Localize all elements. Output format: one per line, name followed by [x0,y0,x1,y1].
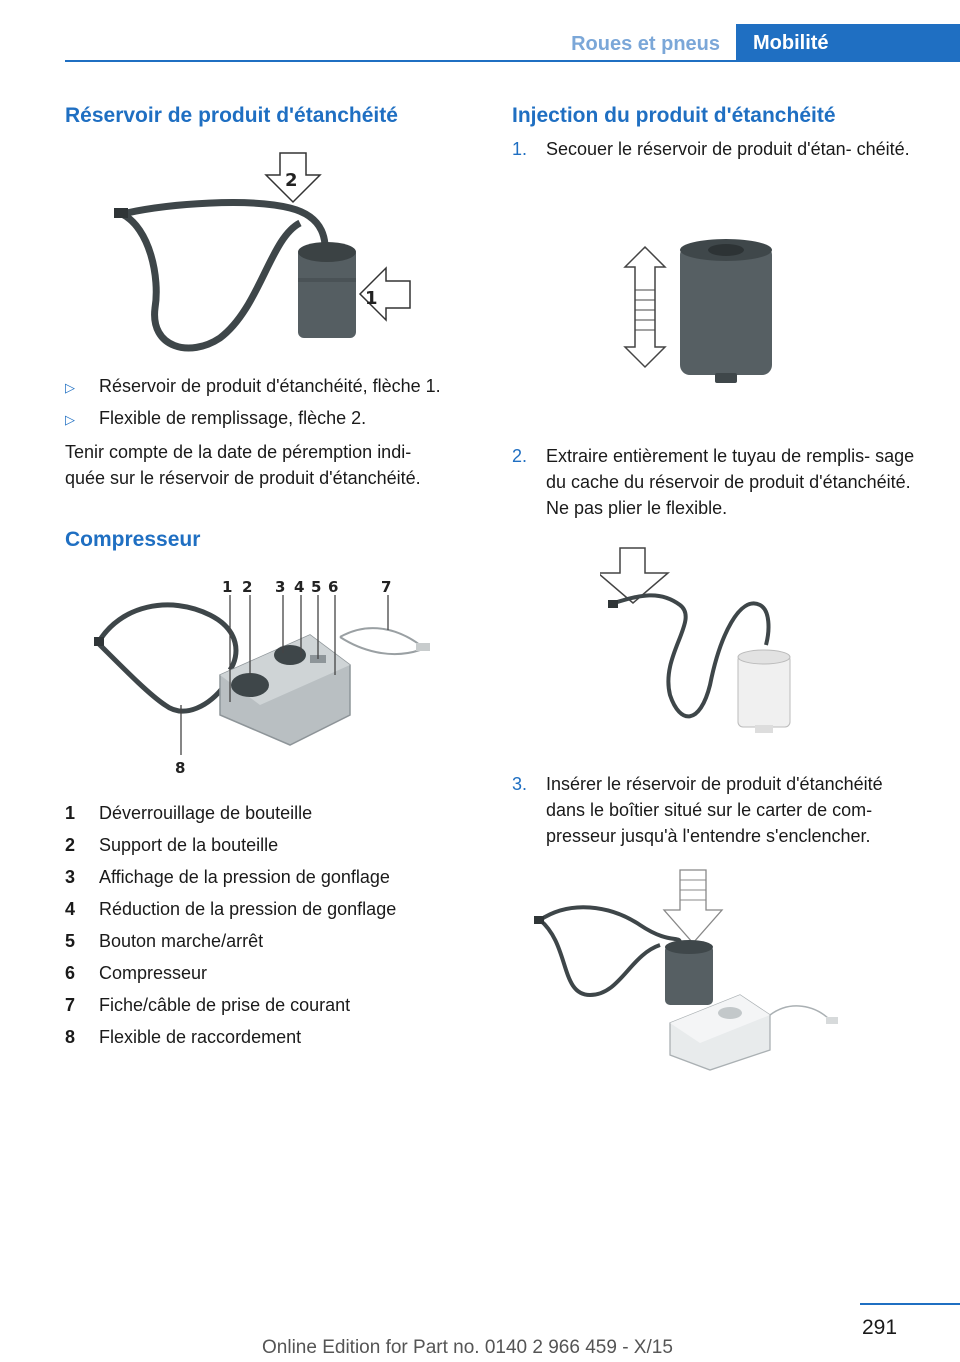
triangle-bullet-icon: ▷ [65,412,75,427]
header-chapter-tab: Mobilité [736,24,960,62]
legend-number: 3 [65,867,76,887]
legend-number: 2 [65,835,76,855]
bullet-text: Réservoir de produit d'étanchéité, flèche 1. [99,376,441,396]
figure-insert-reservoir [530,865,850,1080]
legend-label: Compresseur [99,963,208,983]
legend-label: Bouton marche/arrêt [99,931,264,951]
legend-number: 6 [65,963,76,983]
step-text: Extraire entièrement le tuyau de remplis‑ sage du cache du réservoir de produit d'étanchéité. Ne pas plier le flexible. [546,446,915,518]
step-text: Secouer le réservoir de produit d'étan‑ chéité. [546,139,910,159]
bullet-text: Flexible de remplissage, flèche 2. [99,408,367,428]
bullet-item [65,405,485,433]
page-number: 291 [862,1316,898,1339]
figure2-callout-8: 8 [175,759,186,777]
figure-shake-reservoir [615,235,785,385]
heading-sealant-reservoir: Réservoir de produit d'étanchéité [65,104,398,127]
legend-label: Support de la bouteille [99,835,279,855]
legend-label: Fiche/câble de prise de courant [99,995,351,1015]
figure2-callout-7: 7 [381,578,392,596]
step-number: 2. [512,446,528,466]
figure2-callout-1: 1 [222,578,233,596]
legend-number: 4 [65,899,76,919]
figure2-callout-2: 2 [242,578,253,596]
step-number: 3. [512,774,528,794]
figure2-callout-6: 6 [328,578,339,596]
figure-compressor [90,575,440,780]
footer-rule [860,1303,960,1305]
bullet-item [65,373,485,401]
figure2-callout-5: 5 [311,578,322,596]
figure1-callout-1: 1 [365,288,378,309]
triangle-bullet-icon: ▷ [65,380,75,395]
legend-number: 5 [65,931,76,951]
legend-label: Affichage de la pression de gonflage [99,867,390,887]
footer-edition: Online Edition for Part no. 0140 2 966 459 - X/15 [262,1337,673,1358]
legend-number: 7 [65,995,76,1015]
heading-compressor: Compresseur [65,528,201,551]
figure1-callout-2: 2 [285,170,298,191]
legend-label: Déverrouillage de bouteille [99,803,313,823]
legend-number: 8 [65,1027,76,1047]
header-section-title: Roues et pneus [571,33,720,55]
header-rule [65,60,960,62]
expiry-note-line2: quée sur le réservoir de produit d'étanchéité. [65,468,421,488]
heading-sealant-injection: Injection du produit d'étanchéité [512,104,836,127]
figure-extract-hose [600,545,800,740]
legend-label: Flexible de raccordement [99,1027,302,1047]
legend-label: Réduction de la pression de gonflage [99,899,397,919]
figure-sealant-reservoir [110,148,430,358]
legend-number: 1 [65,803,76,823]
figure2-callout-4: 4 [294,578,305,596]
step-text: Insérer le réservoir de produit d'étanchéité dans le boîtier situé sur le carter de com‑ presseur jusqu'à l'entendre s'enclencher. [546,774,883,846]
step-number: 1. [512,139,528,159]
figure2-callout-3: 3 [275,578,286,596]
expiry-note-line1: Tenir compte de la date de péremption indi‑ [65,442,412,462]
